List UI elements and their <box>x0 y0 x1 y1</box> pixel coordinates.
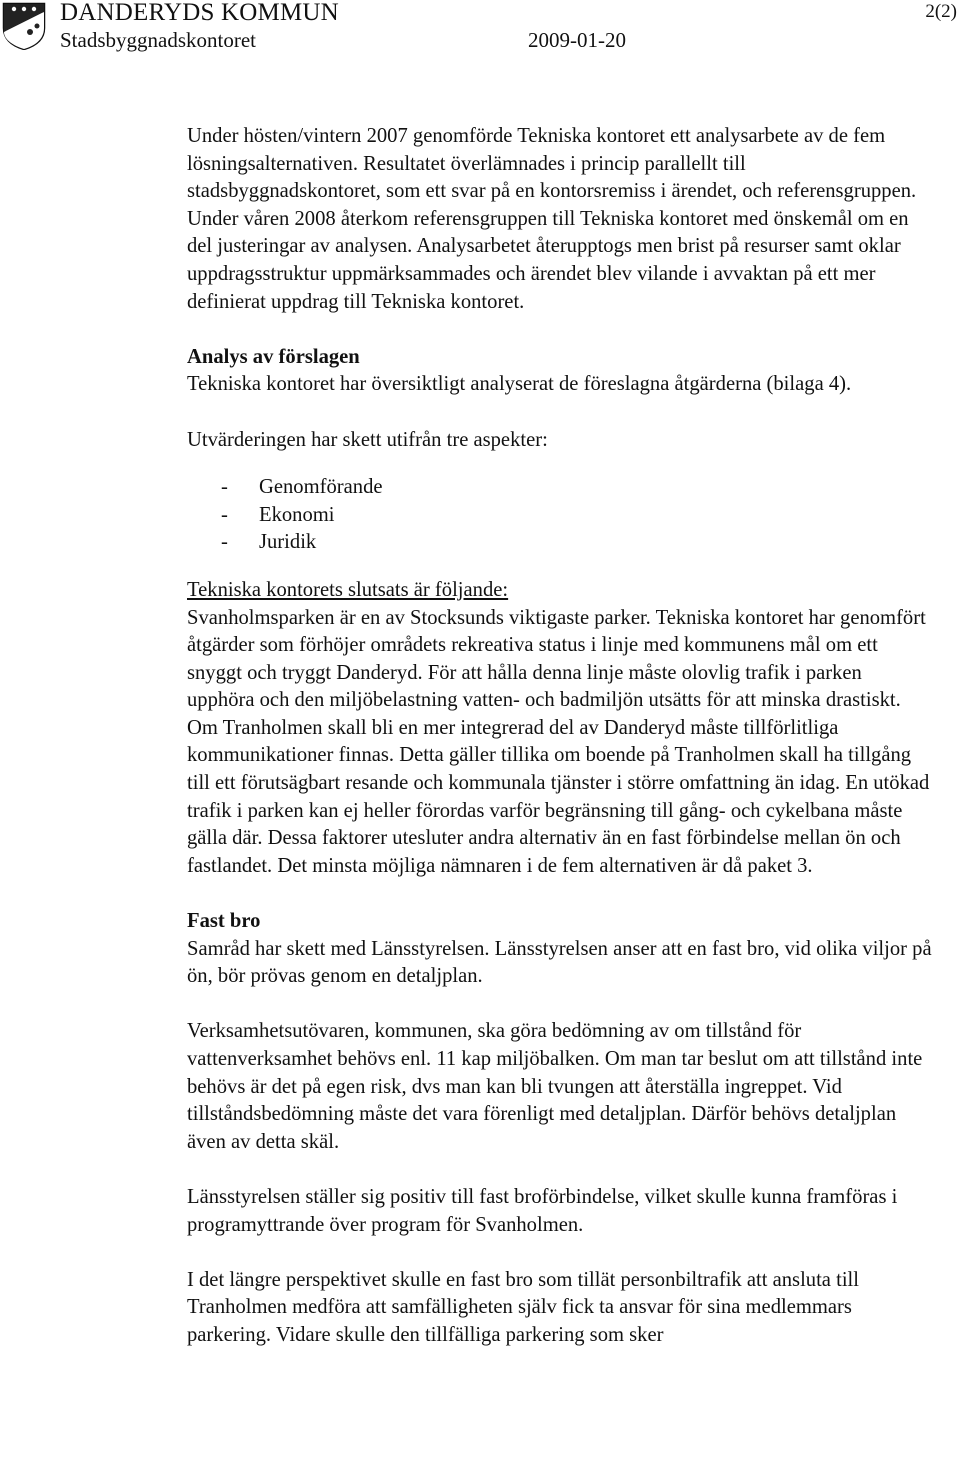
document-body <box>187 123 933 1350</box>
aspect-label: Genomförande <box>259 476 383 499</box>
page-number: 2(2) <box>925 1 957 22</box>
bridge-heading: Fast bro <box>187 910 261 933</box>
conclusion-paragraph: Svanholmsparken är en av Stocksunds viktigaste parker. Tekniska kontoret har genomfört åtgärder som förhöjer områdets rekreativa status i linje med kommunens mål om ett snyggt och tryggt Danderyd. För att hålla denna linje måste olovlig trafik i parken upphöra och den miljöbelastning vatten- och badmiljön utsätts för att minska drastiskt. Om Tranholmen skall bli en mer integrerad del av Danderyd måste tillförlitliga kommunikationer finnas. Detta gäller tillika om boende på Tranholmen skall ha tillgång till ett förutsägbart resande och kommunala tjänster i större omfattning än idag. En utökad trafik i parken kan ej heller förordas varför begränsning till gång- och cykelbana måste gälla där. Dessa faktorer utesluter andra alternativ än en fast förbindelse mellan ön och fastlandet. Det minsta möjliga nämnaren i de fem alternativen är då paket 3. <box>187 606 930 877</box>
analysis-paragraph: Tekniska kontoret har översiktligt analyserat de föreslagna åtgärderna (bilaga 4). <box>187 373 852 396</box>
organization-name: DANDERYDS KOMMUN <box>60 0 339 26</box>
document-header <box>0 0 960 56</box>
document-date: 2009-01-20 <box>528 28 626 52</box>
evaluation-intro: Utvärderingen har skett utifrån tre aspekter: <box>187 428 548 451</box>
coat-of-arms-icon <box>2 2 46 50</box>
intro-paragraph: Under hösten/vintern 2007 genomförde Tekniska kontoret ett analysarbete av de fem lösningsalternativen. Resultatet överlämnades i princip parallellt till stadsbyggnadskontoret, som ett svar på en kontorsremiss i ärendet, och referensgruppen. Under våren 2008 återkom referensgruppen till Tekniska kontoret med önskemål om en del justeringar av analysen. Analysarbetet återupptogs men brist på resurser samt oklar uppdragsstruktur uppmärksammades och ärendet blev vilande i avvaktan på ett mer definierat uppdrag till Tekniska kontoret. <box>187 125 917 313</box>
list-marker: - <box>221 531 228 554</box>
aspect-label: Ekonomi <box>259 503 335 526</box>
conclusion-heading-text: Tekniska kontorets slutsats är följande: <box>187 578 509 601</box>
conclusion-heading <box>187 577 933 605</box>
bridge-paragraph: Samråd har skett med Länsstyrelsen. Länsstyrelsen anser att en fast bro, vid olika viljor på ön, bör prövas genom en detaljplan. <box>187 937 932 988</box>
list-item <box>187 474 933 502</box>
aspects-list <box>187 474 933 557</box>
analysis-heading: Analys av förslagen <box>187 345 360 368</box>
list-marker: - <box>221 503 228 526</box>
list-item <box>187 529 933 557</box>
county-board-paragraph: Länsstyrelsen ställer sig positiv till fast broförbindelse, vilket skulle kunna framföras i programyttrande över program för Svanholmen. <box>187 1185 898 1236</box>
long-term-paragraph: I det längre perspektivet skulle en fast bro som tillät personbiltrafik att ansluta till Tranholmen medföra att samfälligheten själv fick ta ansvar för sina medlemmars parkering. Vidare skulle den tillfälliga parkering som sker <box>187 1268 859 1346</box>
operator-paragraph: Verksamhetsutövaren, kommunen, ska göra bedömning av om tillstånd för vattenverksamhet behövs enl. 11 kap miljöbalken. Om man tar beslut om att tillstånd inte behövs är det på egen risk, dvs man kan bli tvungen att återställa ingreppet. Vid tillståndsbedömning måste det vara förenligt med detaljplan. Därför behövs detaljplan även av detta skäl. <box>187 1020 923 1153</box>
list-item <box>187 502 933 530</box>
aspect-label: Juridik <box>259 531 317 554</box>
list-marker: - <box>221 476 228 499</box>
department-name: Stadsbyggnadskontoret <box>60 28 256 52</box>
